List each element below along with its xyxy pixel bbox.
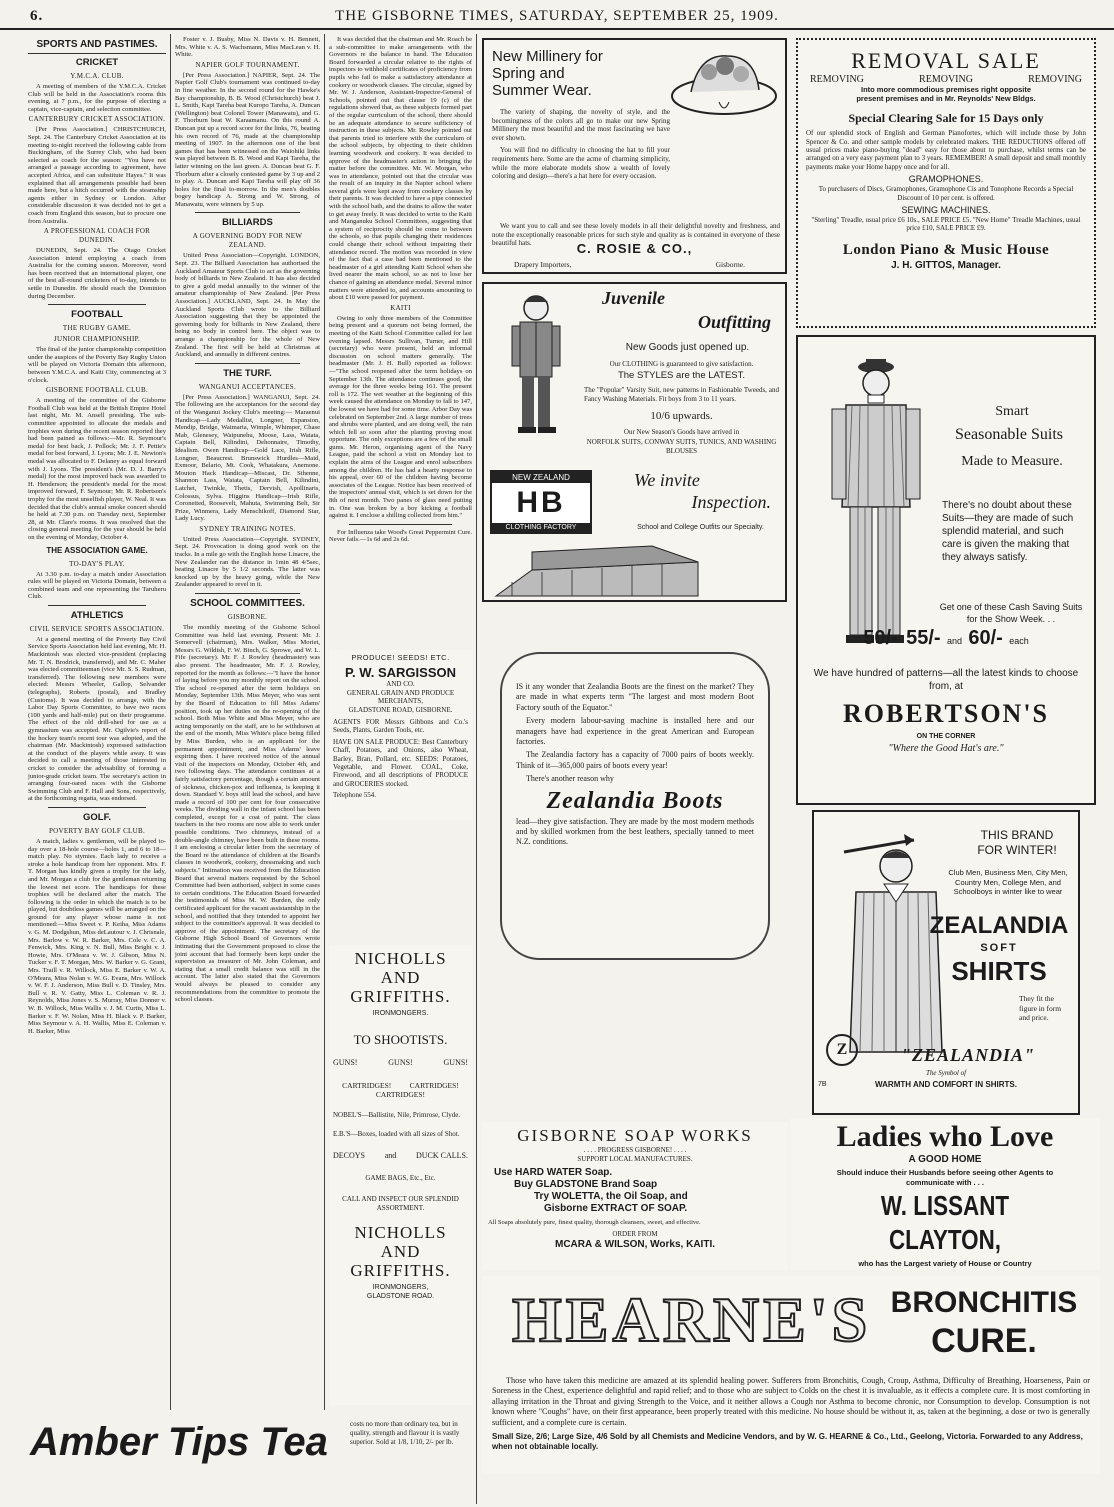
ad-text: To purchasers of Discs, Gramophones, Gramophone Cis and Tonophone Records a Special Discount of 10 per cent. is offered.	[818, 185, 1074, 202]
ad-line: Our New Season's Goods have arrived in	[623, 428, 740, 436]
ad-text: Small Size, 2/6; Large Size, 4/6 Sold by all Chemists and Medicine Vendors, and by W. G. HEARNE & Co., Ltd., Geelong, Victoria. Forwarded to any Address, when not obtainable locally.	[492, 1432, 1083, 1452]
ad-text: The "Popular" Varsity Suit, new patterns in Fashionable Tweeds, and Fancy Washing Materials. Fit boys from 3 to 11 years.	[584, 386, 779, 403]
ad-text: HAVE ON SALE PRODUCE: Best Canterbury Chaff, Potatoes, and Onions, also Wheat, Barley, Bran, Pollard, etc. SEEDS: Potatoes, Vegetable, and Flower. COAL, Coke, Firewood, and all descriptions of PRODUCE and GROCERIES stocked.	[333, 737, 468, 788]
subheading: KAITI	[390, 303, 411, 312]
ad-brand: Zealandia Boots	[546, 787, 724, 814]
heading-association: THE ASSOCIATION GAME.	[46, 545, 148, 555]
ad-line: IRONMONGERS.	[372, 1010, 429, 1017]
subheading: CIVIL SERVICE SPORTS ASSOCIATION.	[29, 624, 165, 633]
hat-illustration	[669, 44, 779, 124]
divider	[195, 363, 300, 364]
boy-illustration	[494, 290, 579, 450]
price: 55/-	[906, 627, 941, 649]
subheading: SYDNEY TRAINING NOTES.	[199, 524, 296, 533]
ad-subheading: Special Clearing Sale for 15 Days only	[848, 111, 1044, 126]
ad-line: CARTRIDGES!	[375, 1090, 426, 1099]
ad-line: GUNS!	[443, 1058, 468, 1067]
article-text: A meeting of the committee of the Gisborne Football Club was held at the British Empire Hotel last night, Mr. M. Ansell presiding. The sub-committee appointed to allocate the medals and trophies won during the recent season reported they had been pained as follows:—Mr. R. Seymour's medal for best back, J. Pollock; Mr. J. F. Pettie's medal for best forward, J. Lyons; Mr. J. E. Newton's medal was allocated to F. Delaney as equal forward with J. Lyons. The president's (Mr. D. J. Barry's medal) for the most improved back was awarded to H. Henderson; the president's medal for the most improved forward, F. Seymour; Mr. R. Robertson's trophy for the most unselfish player, W. Neal. It was decided that the club's annual smoke concert should be held at 7.30 p.m. on Tuesday next, September 28, at Mr. Clare's rooms. It was resolved that the closing general meeting for the year should be held on the evening of Monday, October 4.	[28, 397, 166, 541]
ad-brand: SOFT	[980, 942, 1018, 954]
article-text: At 3.30 p.m. to-day a match under Association rules will be played on Victoria Domain, between a combined team and one representing the Taruheru Club.	[28, 570, 166, 601]
article-text: It was decided that the chairman and Mr. Roach be a sub-committee to make arrangements with the Governors re the balance in hand. The Education Board forwarded a circular relative to the rights of inspectors to withhold certificates of proficiency from pupils who fail to make a satisfactory attendance at cookery or woodwork classes. The circular, signed by Mr. W. J. Anderson, Assistant-Inspector-General of Schools, pointed out that clause 19 (c) of the regulations showed that, as these subjects formed part of the regular curriculum of the school, there should be an adequate attendance to secure sufficiency of instruction in these subjects. Mr. Rowley pointed out that parents tried to interfere with the curriculum of the school subjects, by objecting to their children learning woodwork and cookery. It was decided to approve of the headmaster's action in bringing the matter before the committee. Mr. W. Morgan, who was in attendance, pointed out that the circular was the result of an inquiry in the Napier school where several girls were kept away from cookery classes by their parents. It was decided to have a pipe connected with the school bath, and the drains to allow the water to get away freely. It was decided to write to the Kaiti and Manganuku School Committees, suggesting that a system of reciprocity should be come to between the schools, so that pupils changing their residences could change their school without impairing their attendance record. The motion was recorded in view of the fact that a case had been mentioned to the headmaster of a girl attending Kaiti School when she lived nearer the main school, so as not to lose her chance of gaining an attendance medal. Several minor matters were attended to, and accounts amounting to about £10 were passed for payment.	[329, 36, 472, 302]
ad-line: GUNS!	[333, 1058, 358, 1067]
subheading: A PROFESSIONAL COACH FOR DUNEDIN.	[43, 227, 151, 245]
ad-heading: BRONCHITIS	[890, 1286, 1078, 1319]
ad-line: 7B	[818, 1081, 827, 1088]
ad-heading: CURE.	[931, 1322, 1037, 1360]
column-rule	[170, 34, 171, 1434]
ad-line: Use HARD WATER Soap.	[494, 1167, 613, 1178]
ad-text: There's no doubt about these Suits—they are made of such splendid material, and such care is given the making that they always satisfy.	[942, 500, 1074, 563]
subheading: TO-DAY'S PLAY.	[69, 559, 125, 568]
ad-heading: Spring and	[492, 65, 565, 82]
ad-text: All Soaps absolutely pure, finest quality, thorough cleansers, sweet, and effective.	[488, 1219, 701, 1226]
ad-heading: Seasonable Suits	[955, 426, 1063, 443]
ad-heading: Ladies who Love	[836, 1120, 1054, 1153]
ad-text: "Sterling" Treadle, usual price £6 10s., SALE PRICE £5. "New Home" Treadle Machines, usual price £10, SALE PRICE £9.	[811, 216, 1081, 233]
ad-line: WARMTH AND COMFORT IN SHIRTS.	[875, 1080, 1017, 1089]
ad-line: Into more commodious premises right opposite	[860, 85, 1032, 95]
ad-line: 10/6 upwards.	[650, 410, 713, 422]
ad-line: REMOVING	[810, 74, 864, 85]
ad-text: IS it any wonder that Zealandia Boots are the finest on the market? They are made in what experts term "The largest and most modern Boot Factory south of the Equator."	[516, 682, 754, 712]
masthead-title: THE GISBORNE TIMES, SATURDAY, SEPTEMBER 25, 1909.	[335, 8, 779, 24]
ad-text: Club Men, Business Men, City Men, Country Men, College Men, and Schoolboys in winter like to wear	[948, 868, 1068, 896]
ad-line: Gisborne.	[715, 260, 745, 269]
subheading: GISBORNE FOOTBALL CLUB.	[45, 386, 149, 395]
subheading: Y.M.C.A. CLUB.	[70, 72, 124, 80]
subheading: NAPIER GOLF TOURNAMENT.	[195, 60, 300, 69]
ad-firm: W. LISSANT CLAYTON,	[880, 1190, 1010, 1255]
ad-text: They fit the figure in form and price.	[1019, 994, 1062, 1022]
ad-sargisson	[329, 650, 472, 820]
ad-line: GLADSTONE ROAD, GISBORNE.	[348, 705, 453, 714]
ad-heading: Smart	[995, 404, 1029, 419]
ad-brand: Amber Tips Tea	[30, 1420, 328, 1464]
ad-line: CARTRIDGES!	[342, 1081, 392, 1090]
hb-logo	[490, 470, 592, 534]
subheading: JUNIOR CHAMPIONSHIP.	[53, 335, 141, 344]
ad-line: TO SHOOTISTS.	[353, 1032, 448, 1047]
ad-line: Telephone 554.	[333, 791, 377, 800]
ad-line: ON THE CORNER	[916, 733, 976, 740]
column-school-cont	[329, 36, 472, 646]
heading-billiards: BILLIARDS	[222, 217, 273, 229]
ad-text: There's another reason why	[526, 774, 614, 784]
ad-firm: NICHOLLS AND	[354, 949, 447, 987]
ad-text: costs no more than ordinary tea, but in quality, strength and flavour it is vastly superior. Sold at 1/8, 1/10, 2/- per lb.	[350, 1420, 460, 1446]
ad-heading: Inspection.	[691, 492, 771, 512]
ad-line: Buy GLADSTONE Brand Soap	[514, 1179, 658, 1190]
ad-line: CARTRIDGES!	[409, 1081, 459, 1090]
divider	[349, 524, 452, 525]
page-number: 6.	[30, 8, 44, 24]
heading-football: FOOTBALL	[71, 309, 123, 321]
article-text: [Per Press Association.] CHRISTCHURCH, Sept. 24. The Canterbury Cricket Association at its meeting to-night received the following cable from Buckingham, of the Surrey Club, who had been selected as coach for the season: "You have not arranged a passage according to agreement, have accepted Africa, and can substitute Hayes." It was explained that all arrangements possible had been made here, but a hitch occurred with the steamship agents either in Sydney or London. After considerable discussion it was decided not to get a coach from England this season, but to procure one from Australia.	[28, 126, 166, 225]
ad-line: A GOOD HOME	[908, 1154, 982, 1165]
ad-text: We want you to call and see these lovely models in all their delightful novelty and freshness, and note the exceptionally reasonable prices for such style and quality as is contained in everyone of these beautiful hats.	[492, 222, 780, 248]
divider	[48, 807, 146, 808]
subheading: THE RUGBY GAME.	[62, 324, 132, 333]
ad-heading: We invite	[634, 470, 700, 490]
ad-text: AGENTS FOR Messrs Gibbons and Co.'s Seeds, Plants, Garden Tools, etc.	[333, 718, 468, 735]
ad-heading: Made to Measure.	[961, 454, 1063, 469]
column-rule	[324, 34, 325, 1434]
ad-text: who has the Largest variety of House or Country	[858, 1259, 1032, 1268]
logo-text: NEW ZEALAND	[492, 472, 590, 483]
ad-firm: ROBERTSON'S	[842, 699, 1050, 728]
subheading: POVERTY BAY GOLF CLUB.	[48, 826, 146, 835]
ad-text: We have hundred of patterns—all the latest kinds to choose from, at	[813, 668, 1079, 692]
price: 50/-	[863, 627, 898, 649]
ad-firm: C. ROSIE & CO.,	[576, 241, 693, 256]
article-text: At a general meeting of the Poverty Bay Civil Service Sports Association held last evening, Mr. H. Mackintosh was elected vice-president (replacing Mr. T. N. Brodrick, transferred), and Mr. C. Maher was elected committeeman (vice Mr. S. S. Rudman, transferred). The following new members were elected: Messrs Wheeler, Gallop, Selvander (telegraphs), Roberts (postal), and Bradley (Customs). It was decided to arrange, with the Labor Day Sports Committee, to have two races (100 yards and half-mile) put on their programme. The effect of the old drill-shed for use as a gymnasium was accepted. Mr. Ogilvie's report of the hockey team's recent tour was adopted, and the chairman (Mr. Mackintosh) expressed satisfaction at the conduct of the players while away. It was decided to call a meeting of those interested in cricket to consider the advisability of forming a junior-grade cricket team. The secretary's action in arranging four-oared races with the Gisborne Swimming Club and F. Hall and Sons, respectively, at the forthcoming regatta, was endorsed.	[28, 635, 166, 803]
ad-firm: NICHOLLS AND	[354, 1223, 447, 1261]
ad-line: ORDER FROM	[612, 1230, 658, 1238]
ad-line: CALL AND INSPECT OUR SPLENDID ASSORTMENT.	[342, 1195, 459, 1212]
subheading: WANGANUI ACCEPTANCES.	[198, 382, 297, 391]
column-rule	[476, 34, 477, 1504]
ad-firm: London Piano & Music House	[842, 241, 1050, 258]
divider	[48, 304, 146, 305]
ad-heading: REMOVAL SALE	[851, 48, 1041, 73]
ad-line: IRONMONGERS,	[372, 1284, 429, 1291]
article-text: A meeting of members of the Y.M.C.A. Cricket Club will be held in the Association's rooms this evening, at 7 p.m., for the purpose of electing a captain, vice-captain, and selection committee.	[28, 83, 166, 113]
ad-line: REMOVING	[1028, 74, 1082, 85]
ad-text: Those who have taken this medicine are amazed at its splendid healing power. Sufferers from Bronchitis, Cough, Croup, Asthma, Difficulty of Breathing, Hoarseness, Pain or Soreness in the Chest, experience delightful and rapid relief; and to those who are subject to Colds on the chest it is invaluable, as it effects a complete cure. It is most comforting in allaying irritation in the Throat and giving Strength to the Voice, and it neither allows a Cough nor Asthma to become chronic, nor Consumption to develop. Consumption is not known where "Coughs" have, on their first appearance, been properly treated with this medicine. No house should be without it, as, taken at the beginning, a dose or two is generally sufficient, and a complete cure is certain.	[492, 1376, 1090, 1427]
ad-removal-sale	[796, 38, 1096, 328]
ad-firm: GRIFFITHS.	[350, 987, 451, 1006]
ad-heading: Juvenile	[602, 288, 665, 308]
article-text: [Per Press Association.] NAPIER, Sept. 24. The Napier Golf Club's tournament was continued to-day in fine weather. In the second round for the Hawke's Bay championship, B. B. Wood (Christchurch) beat J. L. Smith, Kapi Tareha beat Kuropo Tareha, A. Duncan (Wellington) beat Colonel Tower (Manawatu), and G. F. Thorburn beat W. Karaamanu. On this round A. Duncan put up a record score for the links, 76, beating his own record of 76, made at the championship meeting of 1907. In the afternoon one of the best games that has been witnessed on the Waiohiki links was played between B. B. Wood and Kapi Tareha, the latter winning on the last green. A. Duncan beat G. F. Thorburn after a closely contested game by 3 up and 2 to play. A. Duncan and Kapi Tareha will play off 36 holes for the final to-morrow. In the men's doubles bogey handicap A. Strong and W. Strong, of Manawatu, were winners by 5 up.	[175, 71, 320, 208]
ad-zealandia-boots	[500, 652, 770, 960]
ad-line: Try WOLETTA, the Oil Soap, and	[534, 1191, 688, 1202]
ad-line: and	[384, 1151, 397, 1160]
ad-brand: HEARNE'S	[512, 1284, 872, 1355]
logo-text: CLOTHING FACTORY	[492, 523, 590, 533]
ad-text: lead—they give satisfaction. They are made by the most modern methods and by skilled workmen from the best leathers, specially tanned to meet N.Z. conditions.	[516, 816, 754, 847]
ad-line: GENERAL GRAIN AND PRODUCE MERCHANTS,	[346, 688, 455, 706]
column-golf-school	[175, 36, 320, 1431]
ad-line: NORFOLK SUITS, CONWAY SUITS, TUNICS, AND WASHING BLOUSES	[586, 438, 777, 455]
ad-line: Our CLOTHING is guaranteed to give satisfaction.	[609, 360, 754, 368]
ad-heading: Outfitting	[697, 312, 771, 332]
divider	[195, 593, 300, 594]
heading-cricket: CRICKET	[75, 57, 119, 68]
masthead	[0, 0, 1114, 30]
ad-hearnes-bronchitis-cure	[482, 1276, 1100, 1474]
ad-line: GUNS!	[388, 1058, 413, 1067]
ad-zealandia-shirts	[812, 810, 1080, 1115]
ad-juvenile-outfitting	[482, 282, 787, 602]
ad-line: NOBEL'S—Ballistite, Nile, Primrose, Clyde.	[333, 1111, 461, 1119]
ad-line: present premises and in Mr. Reynolds' New Bldgs.	[856, 93, 1036, 103]
ad-brand: "ZEALANDIA"	[900, 1045, 1035, 1065]
heading-golf: GOLF.	[83, 811, 111, 823]
ad-line: Drapery Importers,	[514, 260, 572, 269]
ad-line: and	[946, 636, 962, 646]
ad-brand: ZEALANDIA	[929, 912, 1069, 939]
ad-gisborne-soap-works	[482, 1122, 788, 1270]
article-text: DUNEDIN, Sept. 24. The Otago Cricket Association intend employing a coach from Australia for the coming season. Moreover, word has been received that an international player, one of the best all-round cricketers of to-day, intends to settle in Dunedin. He should reach the Dominion during December.	[28, 247, 166, 300]
ad-line: DUCK CALLS.	[415, 1151, 468, 1160]
ad-firm: MCARA & WILSON, Works, KAITI.	[555, 1239, 715, 1250]
heading-turf: THE TURF.	[223, 367, 272, 379]
ad-heading: GISBORNE SOAP WORKS	[517, 1126, 753, 1145]
ad-line: PRODUCE! SEEDS! ETC.	[351, 653, 450, 662]
ad-line: REMOVING	[919, 74, 973, 85]
article-text: [Per Press Association.] WANGANUI, Sept. 24. The following are the acceptances for the second day of the Wanganui Jockey Club's meeting:— Maraenui Handicap—Lady Medallist, Longner, Expansion, Mendip, Bridge, Waimaria, Wimple, Whimper, Chase Mab, Glenesey, Waipunehu, Moose, Lass, Waiata, Captain Bell, Kilindini, Dehonnaire, Timothy, Idealism. Owen Handicap—Gold Lace, Irish Rifle, Longner, Beaucrest. Brunswick Hurdles—Maid, Exmoor, Belario, Mt. Cook, Whatakura, Anemone. Mouton Hack Handicap—Miscast, Dr. Sthenne, Shannon Lass, Waiata, Captain Bell, Kilindini, Latchet, Twinkle, Thetis, Dervish, Apollinaris, Colossus, Sylva. Higgins Handicap—Irish Rifle, Coronetted, Roosevelt, Mahuta, Swimming Belt, Sir Prize, Winmera, Lady Menschikoff, Diamond Star, Lady Lucy.	[175, 393, 320, 523]
ad-text: The variety of shaping, the novelty of style, and the becomingness of the colors all go to make our new Spring Millinery the most beautiful and the most fascinating we have ever shown.	[492, 108, 670, 142]
article-text: United Press Association—Copyright. SYDNEY, Sept. 24. Provocation is doing good work on the tracks. In a mile go with the English horse Linacre, the New Zealander ran the distance in 1min 48 4/5sec, beating Linacre by 5 1/2 seconds. The latter was knocked up by the heavy going, while the New Zealander appeared to revel in it.	[175, 535, 320, 589]
subheading: GISBORNE.	[227, 613, 268, 622]
article-text: Owing to only three members of the Committee being present and a quorum not being formed, the meeting of the Kaiti School Committee called for last evening lapsed. Messrs Sullivan, Turner, and Hill (secretary) who were present, held an informal discussion on school matters generally. The headmaster (Mr. J. H. Bull) reported as follows:—"The school reopened after the term holidays on September 13th. The attendance continues good, the average for the three weeks being 161. The present roll is 172. The wet weather at the beginning of this week caused the attendance on Monday to fall to 147, the lowest we have had for some time. Arbor Day was celebrated on September 2nd. A large number of trees and shrubs were planted, and are doing well, the rain which fell so soon after the planting proving most opportune. The only exceptions are a few of the small gums. Mr. Heron, organising agent of the Navy League, paid the school a visit on Monday last to explain the aims of the League and enrol subscribers among the children. He has had a hearty response to his appeal, over 60 of the children having become associates of the League. Notice has been received of the inspectors' annual visit, which is set down for the 8th of next month. Two panes of glass need putting in. One was broken by a boy kicking a football against it. I enclose a shilling collected from him."	[329, 314, 472, 520]
ad-line: Gisborne EXTRACT OF SOAP.	[544, 1203, 688, 1214]
article-text: A match, ladies v. gentlemen, will be played to-day over a 18-hole course—holes 1, and 6 to 18—match play. No stymies. Each lady to receive a stroke a hole handicap from her opponent. Mrs. F. T. Morgan has kindly given a trophy for the lady, and Mr. Morgan a club for the gentleman returning the lowest net score. The handicaps for these trophies will be declared after the match. The following is the order in which the match is to be played, but doubtless games will be arranged on the ground for any player whose name is not mentioned:—Miss Sweet v. P. Keiha, Miss Adams v. G. M. Dodgshun, Miss deLautour v. J. Chrisnale, Mrs. Barlow v. W. R. Barker, Mrs. Cole v. C. A. Fenwick, Mrs. King v. N. Bull, Miss Bright v. J. Howie, Mrs. O'Meara v. W. J. Gibson, Miss N. Tucker v. F. T. Morgan, Mrs. W. Barker v. G. Grant, Mrs. Traill v. R. Willock, Miss E. Barker v. W. A. O'Meara, Miss Nolan v. W. G. Evans, Mrs. Willock v. W. F. J. Anderson, Miss Bull v. D. Tinsley, Mrs. Bull v. R. V. Gatty, Miss L. Coleman v. R. J. Reynolds, Miss Jones v. S. Murray, Miss Donner v. W. B. Willock, Miss Wallis v. J. M. Curtis, Miss L. Barker v. F. W. Nolan, Miss H. Black v. P. Barker, Miss Seymour v. A. H. Wallis, Miss E. Coleman v. H. Barker, Miss	[28, 837, 166, 1035]
influenza-notice: For Influenza take Wood's Great Peppermint Cure. Never fails.—1s 6d and 2s 6d.	[329, 528, 472, 544]
ad-line: SUPPORT LOCAL MANUFACTURES.	[577, 1155, 693, 1163]
ad-text: The Zealandia factory has a capacity of 7000 pairs of boots weekly. Think of it—365,000 pairs of boots every year!	[516, 750, 754, 770]
ad-heading: Summer Wear.	[492, 82, 592, 99]
ad-text: You will find no difficulty in choosing the hat to fill your requirements here. Some are the acme of charming simplicity, while the more elaborate models show a wealth of lovely coloring and design—there's a hat here for every occasion.	[492, 146, 670, 181]
factory-illustration	[492, 542, 702, 600]
ad-line: DECOYS	[333, 1151, 366, 1160]
ad-lissant-clayton	[790, 1118, 1100, 1270]
ad-line: GAME BAGS, Etc., Etc.	[365, 1174, 436, 1182]
article-text: The monthly meeting of the Gisborne School Committee was held last evening. Present: Mr. J. Somervell (chairman), Mrs. Walker, Miss Moriet, Messrs G. Wildish, F. W. Binch, G. Sprowe, and W. L. Fife (secretary). Mr. F. J. Rowley (headmaster) was also present. The headmaster, Mr. F. J. Rowley, reported for the month as follows:—"I have the honor of laying before you my monthly report on the school. The school re-opened after the term holidays on Monday, September 13th. Miss Meyer, who was sent by the Board of Education to fill Miss Adams' position, took up her duties on the re-opening of the school. Both Miss White and Miss Meyer, who are acting temporarily on the staff, are to be withdrawn at the end of the month, Miss White's place being filled by Miss Burden, who is an applicant for the permanent appointment, and Miss Adams' leave expiring then. I have received notice of the annual visit of the inspectors on Monday, October 4th, and two following days. The attendance continues at a fairly satisfactory percentage, though a certain amount of sickness, chicken-pox and influenza, is keeping it down. Standard V. boys still lead the school, and have made a record of 100 per cent for four consecutive weeks. The dividing wall in the infant school has been completed, except for a coat of paint. The class teachers in the two rooms are now able to work under possible conditions. Two chimneys, instead of a double-angle chimney, have been built in these rooms. I am enclosing a circular letter from the secretary of the Board re the attendance of children at the Board's classes in woodwork, cookery, dressmaking and such subjects." Intimation was received from the Education Board that several matters requested by the School Committee had been authorised, subject in some cases to certain conditions. The Education Board forwarded the testimonials of Miss M. W. Burden, the only certificated applicant for the vacant assistantship in the school, and notified that they intended to appoint her subject to the committee's approval. It was decided to approve of the appointment. The secretary of the Gisborne High School Board of Governors wrote intimating that the Government proposed to close the joint account that had formerly been kept under the supervision as treasurer of Mr. John Coleman, and stating that a small credit balance was still in the account. The latter also stated that the Governors would always be pleased to consider any recommendations from the committee to promote the school classes.	[175, 624, 320, 1004]
ad-line: . . . . PROGRESS GISBORNE! . . . .	[583, 1146, 687, 1154]
ad-line: each	[1009, 636, 1029, 646]
ad-line: "Where the Good Hat's are."	[888, 743, 1004, 754]
article-text: The final of the junior championship competition under the auspices of the Poverty Bay Rugby Union will be played on Victoria Domain this afternoon, between Y.M.C.A. and Kaiti City, commencing at 3 o'clock.	[28, 346, 166, 384]
ad-brand: SHIRTS	[951, 956, 1047, 986]
ad-amber-tips-tea	[28, 1410, 470, 1474]
heading-school-committees: SCHOOL COMMITTEES.	[190, 598, 305, 610]
ad-text: Should induce their Husbands before seeing other Agents to communicate with . . .	[836, 1168, 1054, 1187]
z-badge: Z	[826, 1034, 858, 1066]
ad-line: GLADSTONE ROAD.	[366, 1293, 435, 1300]
ad-line: AND CO.	[386, 680, 415, 689]
ad-heading: FOR WINTER!	[977, 843, 1057, 857]
ad-line: New Goods just opened up.	[625, 342, 750, 353]
logo-text: HB	[516, 486, 566, 519]
ad-subheading: SEWING MACHINES.	[901, 205, 991, 216]
man-in-suit-illustration	[818, 357, 933, 647]
ad-text: Of our splendid stock of English and German Pianofortes, which will include those by John Spencer & Co. and other sample models by celebrated makers. THE REDUCTIONS offered off usual prices make piano-buying "dead" easy for those about to purchase, whilst terms can be arranged on a very easy payment plan to 3 years. REMEMBER! A small deposit and small monthly payments make your Home happy once and for all.	[806, 129, 1086, 171]
price: 60/-	[968, 627, 1003, 649]
divider	[195, 212, 300, 213]
subheading: CANTERBURY CRICKET ASSOCIATION.	[28, 115, 166, 124]
heading-sports: SPORTS AND PASTIMES.	[28, 39, 166, 54]
divider	[48, 605, 146, 606]
ad-line: E.B.'S—Boxes, loaded with all sizes of Shot.	[333, 1130, 460, 1138]
article-text: Foster v. J. Busby, Miss N. Davis v. H. Bennett, Mrs. White v. A. S. Wachsmann, Miss MacLean v. H. White.	[175, 36, 320, 59]
ad-seasonable-suits	[796, 335, 1096, 805]
ad-firm: GRIFFITHS.	[350, 1261, 451, 1280]
ad-heading: New Millinery for	[492, 48, 603, 65]
ad-line: The Symbol of	[925, 1069, 967, 1077]
ad-subheading: GRAMOPHONES.	[908, 174, 984, 185]
ad-nicholls-griffiths	[329, 945, 472, 1405]
heading-athletics: ATHLETICS	[70, 609, 124, 621]
subheading: A GOVERNING BODY FOR NEW ZEALAND.	[192, 232, 303, 250]
column-sports	[28, 36, 166, 1431]
ad-line: School and College Outfits our Specialty.	[637, 524, 764, 531]
ad-text: Get one of these Cash Saving Suits for the Show Week. . .	[939, 602, 1083, 624]
ad-text: Every modern labour-saving machine is installed here and our managers have had experience in the great American and European factories.	[516, 716, 754, 747]
ad-line: The STYLES are the LATEST.	[617, 370, 746, 381]
ad-heading: THIS BRAND	[980, 828, 1054, 842]
ad-line: J. H. GITTOS, Manager.	[891, 259, 1001, 271]
ad-millinery	[482, 38, 787, 274]
article-text: United Press Association—Copyright. LONDON, Sept. 23. The Billiard Association has authorised the Auckland Amateur Sports Club to act as the governing body of billiards in New Zealand. It has also decided to give a gold medal annually to the winner of the amateur championship of New Zealand. [Per Press Association.] AUCKLAND, Sept. 24. In May the Auckland Sports Club wrote to the Billiard Association suggesting that they be appointed the governing body for billiards in New Zealand, there being no body in control here. The object was to arrange a championship for the whole of New Zealand. The first will be held at Christmas at Auckland, and annually in different centres.	[175, 252, 320, 359]
ad-firm: P. W. SARGISSON	[344, 665, 456, 681]
